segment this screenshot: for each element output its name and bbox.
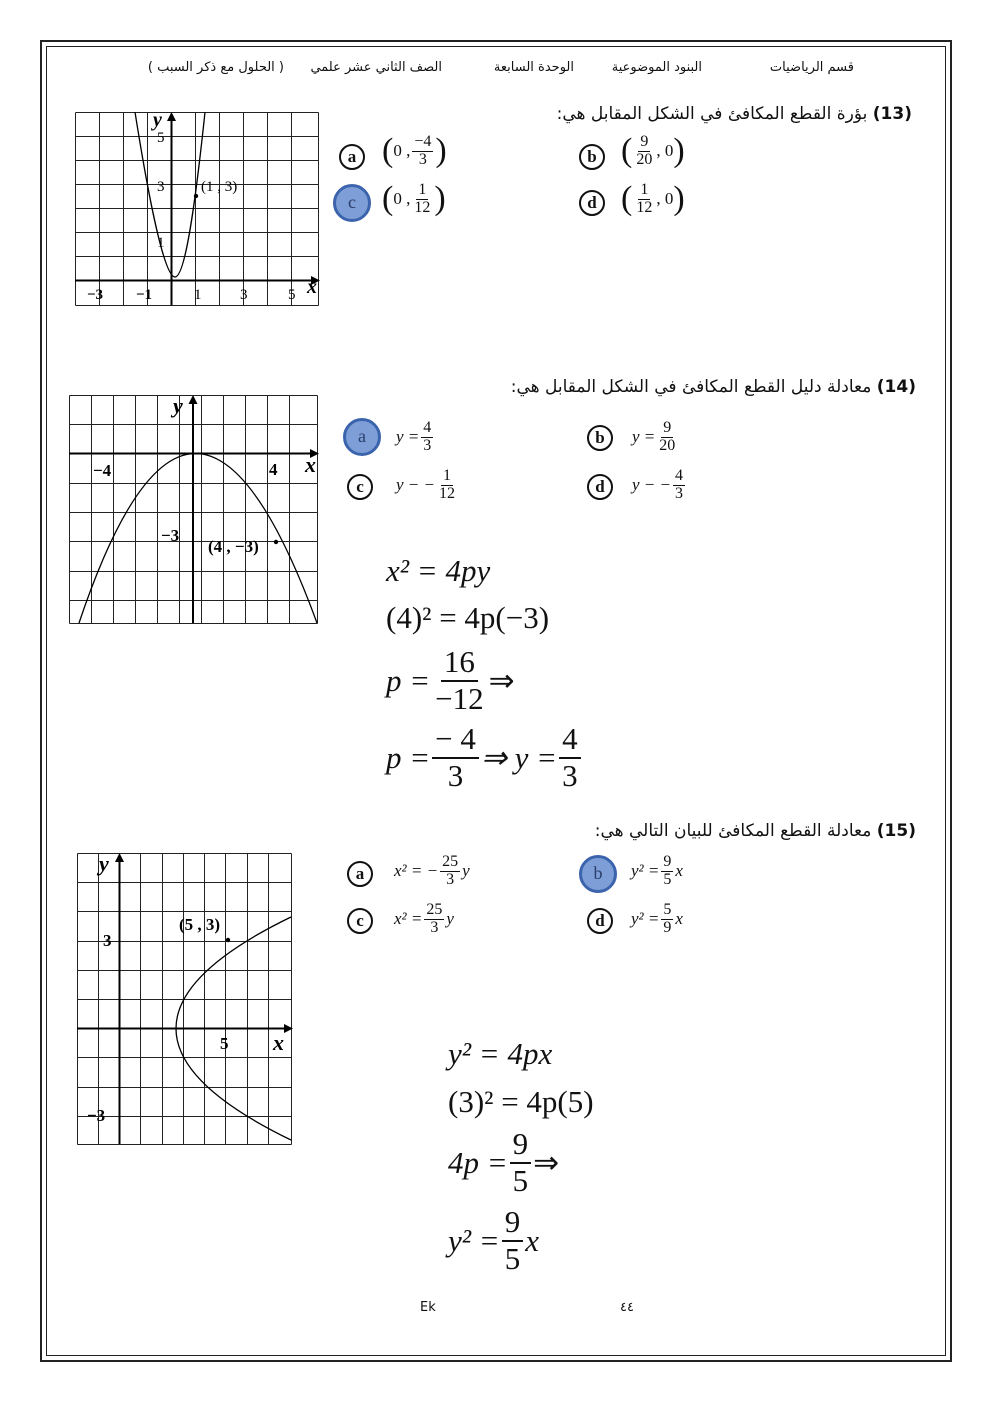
q14-y-label: y: [173, 395, 183, 418]
q15-option-c-bubble[interactable]: c: [347, 908, 373, 934]
q13-ytick-3: 3: [157, 179, 165, 195]
header-section: البنود الموضوعية: [611, 60, 702, 75]
q15-option-c[interactable]: x² = $\frac{25}{3}$ y: [394, 901, 454, 936]
header-department: قسم الرياضيات: [769, 60, 854, 75]
q13-y-label: y: [153, 112, 162, 131]
q14-text: معادلة دليل القطع المكافئ في الشكل المقابل هي:: [510, 377, 872, 397]
q14-option-c-bubble[interactable]: c: [347, 474, 373, 500]
q14-work-line4-fraction2: $\frac{4}{3}$: [559, 722, 581, 793]
q15-option-b-fraction: $\frac{9}{5}$: [663, 853, 672, 888]
q15-y-label: y: [99, 853, 109, 876]
q13-text: بؤرة القطع المكافئ في الشكل المقابل هي:: [556, 104, 868, 124]
q14-x-label: x: [305, 452, 316, 477]
q14-option-c-lhs: y − −: [396, 475, 435, 495]
q13-xtick-5: 5: [288, 287, 296, 303]
q15-prompt: [595, 821, 916, 841]
q13-x-label: x: [307, 276, 317, 298]
q14-work-line4: p = $\frac{- 4}{3}$ ⇒ y = $\frac{4}{3}$: [386, 722, 583, 793]
q15-work-line4: y² = $\frac{9}{5}$ x: [448, 1204, 539, 1276]
q14-graph: [69, 395, 321, 627]
q14-option-a-lhs: y =: [396, 427, 420, 447]
q15-option-d-fraction: $\frac{5}{9}$: [663, 901, 672, 936]
q14-option-d[interactable]: [632, 468, 687, 503]
q14-option-c-fraction: $\frac{1}{12}$: [439, 467, 455, 502]
q15-work-line3: 4p = $\frac{9}{5}$ ⇒: [448, 1126, 560, 1198]
q15-point-label: (5 , 3): [179, 915, 221, 934]
q15-option-b-bubble-selected[interactable]: b: [579, 855, 617, 893]
q15-option-a-bubble[interactable]: a: [347, 861, 373, 887]
q14-option-d-lhs: y − −: [632, 475, 671, 495]
q14-option-b[interactable]: [632, 420, 679, 455]
header-unit: الوحدة السابعة: [493, 60, 574, 75]
q14-option-b-lhs: y =: [632, 427, 656, 447]
q14-prompt: [511, 377, 916, 397]
header-note: ( الحلول مع ذكر السبب ): [147, 60, 284, 75]
q13-xtick-neg1: −1: [136, 287, 153, 303]
q15-option-d[interactable]: y² = $\frac{5}{9}$ x: [631, 901, 683, 936]
q15-option-c-lhs: x² =: [394, 909, 423, 929]
q13-ytick-1: 1: [157, 235, 165, 251]
q14-option-b-bubble[interactable]: b: [587, 425, 613, 451]
q14-point-label: (4 , −3): [208, 537, 259, 556]
q15-option-a-fraction: $\frac{25}{3}$: [442, 853, 459, 888]
q13-option-b-fraction: $\frac{9}{20}$: [636, 133, 653, 168]
q14-work-line3: p = $\frac{16}{-12}$ ⇒: [386, 644, 515, 716]
q13-xtick-1: 1: [194, 287, 202, 303]
q14-option-d-bubble[interactable]: d: [587, 474, 613, 500]
q13-ytick-5: 5: [157, 130, 165, 146]
q15-work-line1: y² = 4px: [448, 1036, 553, 1071]
q15-x-label: x: [273, 1030, 284, 1055]
q14-option-b-fraction: $\frac{9}{20}$: [659, 419, 676, 454]
q13-xtick-neg3: −3: [87, 287, 104, 303]
q13-option-a[interactable]: ( 0 , $\frac{-4}{3}$ ): [382, 132, 447, 170]
q15-option-d-bubble[interactable]: d: [587, 908, 613, 934]
q14-option-c[interactable]: [396, 468, 459, 503]
q13-graph: [75, 112, 321, 308]
q13-option-b-bubble[interactable]: b: [579, 144, 605, 170]
q15-ytick-neg3: −3: [87, 1106, 106, 1125]
q13-prompt: [557, 104, 912, 124]
q15-option-c-fraction: $\frac{25}{3}$: [426, 901, 443, 936]
q13-point-label: (1 , 3): [201, 179, 238, 195]
q14-parabola: [79, 454, 317, 624]
q13-option-d-fraction: $\frac{1}{12}$: [636, 181, 653, 216]
q14-ytick-neg3: −3: [161, 526, 180, 545]
q14-option-a-fraction: $\frac{4}{3}$: [423, 419, 432, 454]
q13-option-d[interactable]: ( $\frac{1}{12}$ , 0 ): [621, 180, 685, 218]
q15-option-d-lhs: y² =: [631, 909, 660, 929]
q14-option-a-bubble-selected[interactable]: a: [343, 418, 381, 456]
q15-work-line3-fraction: $\frac{9}{5}$: [510, 1127, 532, 1198]
q15-work-line4-fraction: $\frac{9}{5}$: [502, 1205, 524, 1276]
q15-option-a[interactable]: x² = − $\frac{25}{3}$ y: [394, 853, 470, 888]
q13-option-c-bubble-selected[interactable]: c: [333, 184, 371, 222]
q15-number: (15): [876, 821, 916, 841]
q15-graph: [77, 853, 295, 1148]
q13-option-c[interactable]: ( 0 , $\frac{1}{12}$ ): [382, 180, 446, 218]
q15-xtick-5: 5: [220, 1034, 229, 1053]
footer-page-number: ٤٤: [620, 1300, 634, 1315]
q13-xtick-3: 3: [240, 287, 248, 303]
q15-ytick-3: 3: [103, 931, 112, 950]
q15-text: معادلة القطع المكافئ للبيان التالي هي:: [594, 821, 872, 841]
q15-option-b[interactable]: y² = $\frac{9}{5}$ x: [631, 853, 683, 888]
q13-option-b[interactable]: ( $\frac{9}{20}$ , 0 ): [621, 132, 685, 170]
q15-option-b-lhs: y² =: [631, 861, 660, 881]
q14-number: (14): [876, 377, 916, 397]
q14-option-d-fraction: $\frac{4}{3}$: [675, 467, 683, 502]
q14-option-a[interactable]: [396, 420, 435, 455]
q14-xtick-4: 4: [269, 460, 278, 479]
q15-work-line2: (3)² = 4p(5): [448, 1084, 594, 1119]
q14-xtick-neg4: −4: [93, 461, 112, 480]
q15-option-a-lhs: x² = −: [394, 861, 439, 881]
q13-option-d-bubble[interactable]: d: [579, 190, 605, 216]
q14-work-line1: x² = 4py: [386, 553, 491, 588]
q13-option-a-fraction: $\frac{-4}{3}$: [414, 133, 432, 168]
q14-work-line2: (4)² = 4p(−3): [386, 600, 550, 635]
q14-work-line4-fraction: $\frac{- 4}{3}$: [432, 722, 479, 793]
q13-option-a-bubble[interactable]: a: [339, 144, 365, 170]
q13-number: (13): [872, 104, 912, 124]
q14-work-line3-fraction: $\frac{16}{-12}$: [435, 644, 484, 716]
q13-option-c-fraction: $\frac{1}{12}$: [414, 181, 431, 216]
header-grade: الصف الثاني عشر علمي: [310, 60, 442, 75]
footer-initials: Ek: [420, 1300, 436, 1315]
